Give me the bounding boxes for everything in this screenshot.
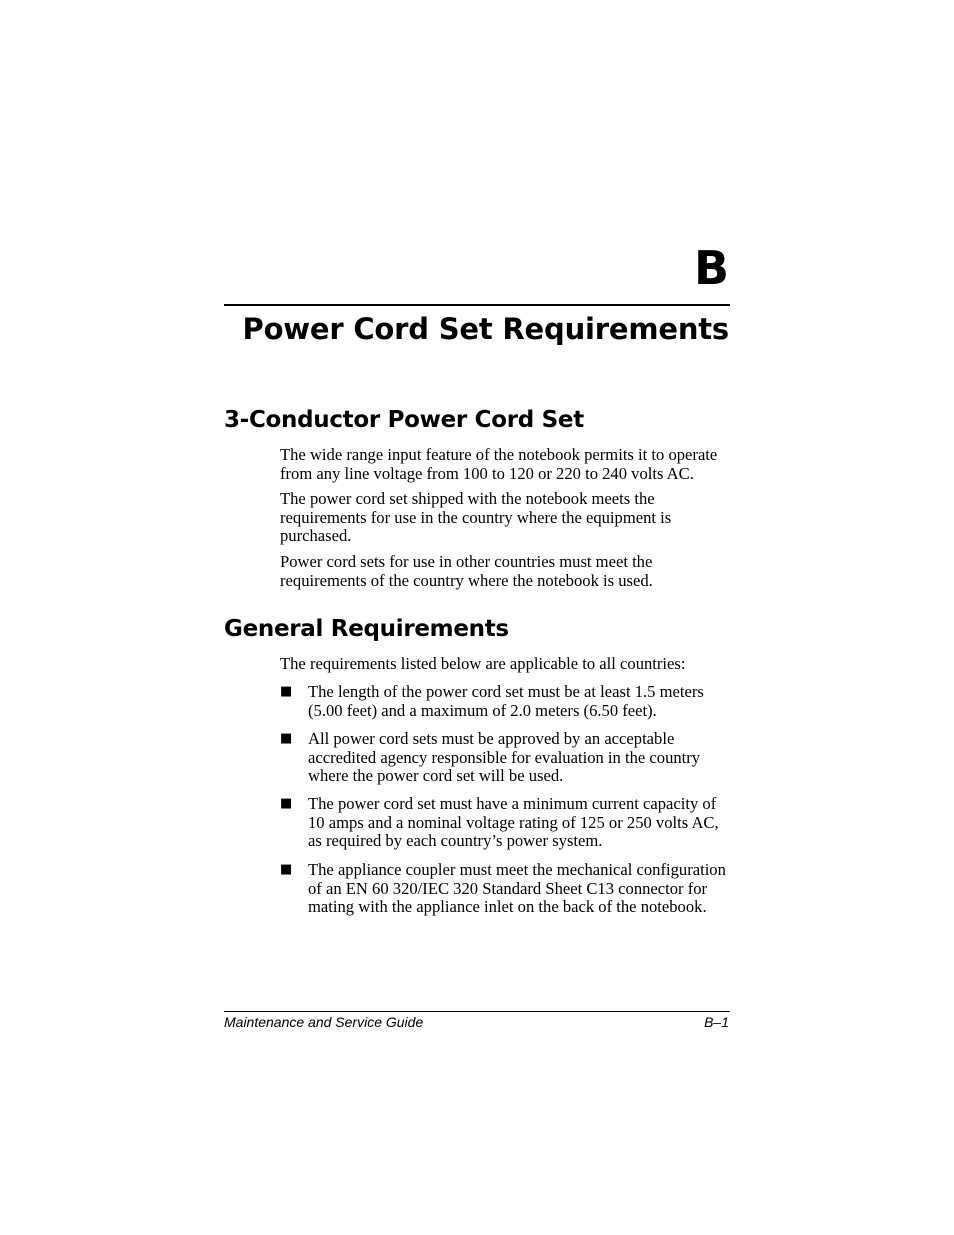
section-heading-3-conductor: 3-Conductor Power Cord Set xyxy=(224,407,584,433)
paragraph-input-voltage: The wide range input feature of the notebook permits it to operate from any line voltage from 100 to 120 or 220 to 240 volts AC. xyxy=(280,445,718,483)
square-bullet-icon: ■ xyxy=(280,731,293,746)
footer-divider xyxy=(224,1011,730,1012)
general-intro: The requirements listed below are applicable to all countries: xyxy=(280,654,686,673)
footer-guide-title: Maintenance and Service Guide xyxy=(224,1014,424,1030)
square-bullet-icon: ■ xyxy=(280,862,293,877)
title-divider xyxy=(224,304,730,306)
list-item-text: All power cord sets must be approved by an acceptable accredited agency responsible for evaluation in the country where the power cord set will be used. xyxy=(308,729,701,786)
chapter-letter: B xyxy=(693,241,729,295)
paragraph-other-countries: Power cord sets for use in other countries must meet the requirements of the country where the notebook is used. xyxy=(280,552,653,590)
list-item xyxy=(280,683,740,720)
square-bullet-icon: ■ xyxy=(280,796,293,811)
list-item-text: The power cord set must have a minimum current capacity of 10 amps and a nominal voltage rating of 125 or 250 volts AC, as required by each country’s power system. xyxy=(308,794,719,851)
footer-page-number: B–1 xyxy=(704,1014,729,1030)
list-item-text: The length of the power cord set must be at least 1.5 meters (5.00 feet) and a maximum of 2.0 meters (6.50 feet). xyxy=(308,682,704,720)
paragraph-shipped-cord: The power cord set shipped with the notebook meets the requirements for use in the country where the equipment is purchased. xyxy=(280,489,672,546)
list-item-text: The appliance coupler must meet the mechanical configuration of an EN 60 320/IEC 320 Standard Sheet C13 connector for mating with the appliance inlet on the back of the notebook. xyxy=(308,860,726,917)
section-heading-general: General Requirements xyxy=(224,616,509,642)
chapter-title: Power Cord Set Requirements xyxy=(242,312,729,346)
list-item xyxy=(280,795,740,851)
list-item xyxy=(280,730,740,786)
list-item xyxy=(280,861,740,917)
square-bullet-icon: ■ xyxy=(280,684,293,699)
